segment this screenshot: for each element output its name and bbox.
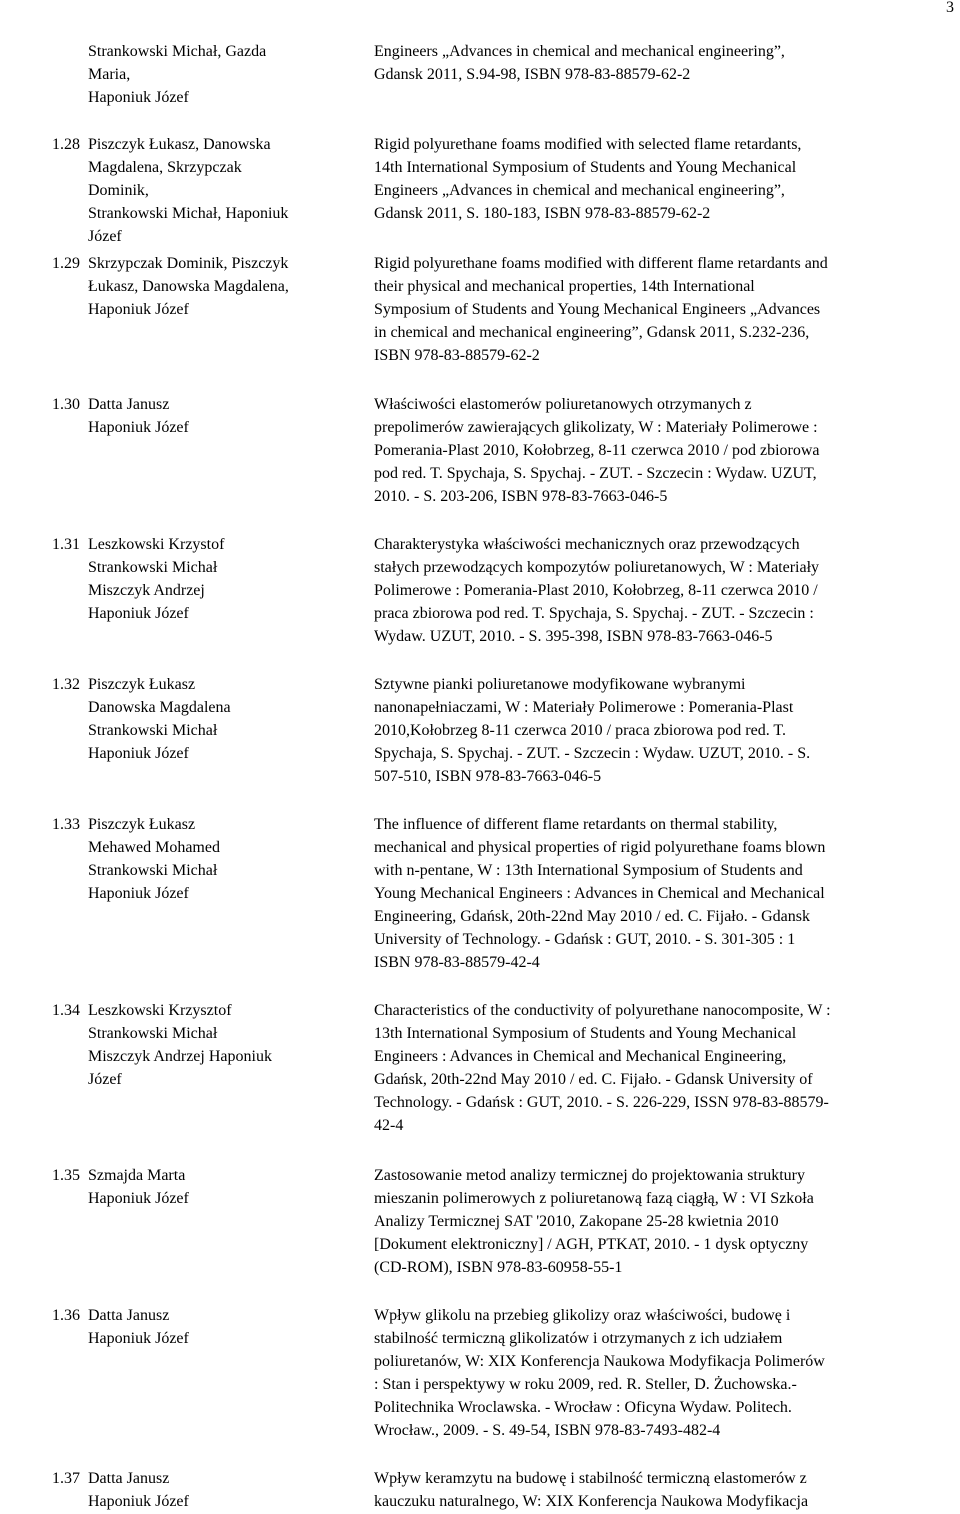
entry-authors xyxy=(88,1304,344,1350)
entry-description xyxy=(374,393,954,508)
author-line: Dominik, xyxy=(88,182,149,199)
author-line: Datta Janusz xyxy=(88,1470,170,1487)
entry-authors xyxy=(88,673,344,765)
page-number: 3 xyxy=(946,0,954,16)
author-line: Danowska Magdalena xyxy=(88,699,231,716)
entry-authors xyxy=(88,999,344,1091)
description-line: Engineers „Advances in chemical and mechanical engineering”, xyxy=(374,182,785,199)
author-line: Haponiuk Józef xyxy=(88,745,189,762)
description-line: Symposium of Students and Young Mechanical Engineers „Advances xyxy=(374,301,821,318)
description-line: Engineers „Advances in chemical and mechanical engineering”, xyxy=(374,43,785,60)
entry-number: 1.29 xyxy=(52,255,80,272)
author-line: Strankowski Michał xyxy=(88,862,218,879)
description-line: Wydaw. UZUT, 2010. - S. 395-398, ISBN 978-83-7663-046-5 xyxy=(374,628,773,645)
description-line: stabilność termiczną glikolizatów i otrzymanych z ich udziałem xyxy=(374,1330,783,1347)
author-line: Piszczyk Łukasz, Danowska xyxy=(88,136,271,153)
author-line: Strankowski Michał xyxy=(88,1025,218,1042)
description-line: Charakterystyka właściwości mechanicznych oraz przewodzących xyxy=(374,536,800,553)
description-line: 14th International Symposium of Students and Young Mechanical xyxy=(374,159,797,176)
description-line: Characteristics of the conductivity of polyurethane nanocomposite, W : xyxy=(374,1002,831,1019)
entry-description xyxy=(374,1164,954,1279)
entry-description xyxy=(374,533,954,648)
description-line: Engineers : Advances in Chemical and Mechanical Engineering, xyxy=(374,1048,787,1065)
entry-description xyxy=(374,252,954,367)
entry-description xyxy=(374,1304,954,1442)
entry-description xyxy=(374,673,954,788)
description-line: (CD-ROM), ISBN 978-83-60958-55-1 xyxy=(374,1259,623,1276)
author-line: Miszczyk Andrzej xyxy=(88,582,205,599)
author-line: Strankowski Michał, Haponiuk xyxy=(88,205,289,222)
author-line: Datta Janusz xyxy=(88,396,170,413)
author-line: Strankowski Michał, Gazda xyxy=(88,43,267,60)
author-line: Miszczyk Andrzej Haponiuk xyxy=(88,1048,272,1065)
entry-number: 1.36 xyxy=(52,1307,80,1324)
description-line: stałych przewodzących kompozytów poliuretanowych, W : Materiały xyxy=(374,559,820,576)
description-line: [Dokument elektroniczny] / AGH, PTKAT, 2010. - 1 dysk optyczny xyxy=(374,1236,809,1253)
description-line: Sztywne pianki poliuretanowe modyfikowane wybranymi xyxy=(374,676,746,693)
description-line: mieszanin polimerowych z poliuretanową fazą ciągłą, W : VI Szkoła xyxy=(374,1190,814,1207)
author-line: Haponiuk Józef xyxy=(88,89,189,106)
description-line: prepolimerów zawierających glikolizaty, W : Materiały Polimerowe : xyxy=(374,419,818,436)
description-line: ISBN 978-83-88579-62-2 xyxy=(374,347,540,364)
author-line: Leszkowski Krzysztof xyxy=(88,1002,232,1019)
author-line: Piszczyk Łukasz xyxy=(88,816,196,833)
author-line: Haponiuk Józef xyxy=(88,885,189,902)
description-line: kauczuku naturalnego, W: XIX Konferencja Naukowa Modyfikacja xyxy=(374,1493,809,1510)
description-line: in chemical and mechanical engineering”, Gdansk 2011, S.232-236, xyxy=(374,324,810,341)
description-line: Politechnika Wroclawska. - Wrocław : Oficyna Wydaw. Politech. xyxy=(374,1399,792,1416)
author-line: Haponiuk Józef xyxy=(88,605,189,622)
author-line: Piszczyk Łukasz xyxy=(88,676,196,693)
description-line: Spychaja, S. Spychaj. - ZUT. - Szczecin : Wydaw. UZUT, 2010. - S. xyxy=(374,745,811,762)
description-line: 507-510, ISBN 978-83-7663-046-5 xyxy=(374,768,602,785)
description-line: mechanical and physical properties of rigid polyurethane foams blown xyxy=(374,839,826,856)
description-line: : Stan i perspektywy w roku 2009, red. R. Steller, D. Żuchowska.- xyxy=(374,1376,797,1393)
entry-description xyxy=(374,1467,954,1513)
author-line: Haponiuk Józef xyxy=(88,1493,189,1510)
author-line: Szmajda Marta xyxy=(88,1167,186,1184)
author-line: Haponiuk Józef xyxy=(88,1190,189,1207)
description-line: nanonapełniaczami, W : Materiały Polimerowe : Pomerania-Plast xyxy=(374,699,794,716)
entry-number: 1.28 xyxy=(52,136,80,153)
description-line: Gdansk 2011, S. 180-183, ISBN 978-83-88579-62-2 xyxy=(374,205,711,222)
description-line: Gdansk 2011, S.94-98, ISBN 978-83-88579-62-2 xyxy=(374,66,691,83)
description-line: Pomerania-Plast 2010, Kołobrzeg, 8-11 czerwca 2010 / pod zbiorowa xyxy=(374,442,820,459)
author-line: Strankowski Michał xyxy=(88,722,218,739)
entry-authors xyxy=(88,393,344,439)
entry-authors xyxy=(88,813,344,905)
author-line: Łukasz, Danowska Magdalena, xyxy=(88,278,289,295)
entry-description xyxy=(374,40,954,86)
description-line: 2010. - S. 203-206, ISBN 978-83-7663-046-5 xyxy=(374,488,668,505)
entry-number: 1.35 xyxy=(52,1167,80,1184)
author-line: Skrzypczak Dominik, Piszczyk xyxy=(88,255,289,272)
description-line: poliuretanów, W: XIX Konferencja Naukowa Modyfikacja Polimerów xyxy=(374,1353,825,1370)
description-line: Gdańsk, 20th-22nd May 2010 / ed. C. Fijało. - Gdansk University of xyxy=(374,1071,813,1088)
author-line: Józef xyxy=(88,1071,122,1088)
description-line: Young Mechanical Engineers : Advances in Chemical and Mechanical xyxy=(374,885,825,902)
description-line: praca zbiorowa pod red. T. Spychaja, S. Spychaj. - ZUT. - Szczecin : xyxy=(374,605,814,622)
entry-authors xyxy=(88,1467,344,1513)
entry-number: 1.34 xyxy=(52,1002,80,1019)
description-line: Polimerowe : Pomerania-Plast 2010, Kołobrzeg, 8-11 czerwca 2010 / xyxy=(374,582,818,599)
description-line: ISBN 978-83-88579-42-4 xyxy=(374,954,540,971)
description-line: their physical and mechanical properties, 14th International xyxy=(374,278,755,295)
entry-authors xyxy=(88,40,344,109)
author-line: Strankowski Michał xyxy=(88,559,218,576)
description-line: pod red. T. Spychaja, S. Spychaj. - ZUT. - Szczecin : Wydaw. UZUT, xyxy=(374,465,817,482)
author-line: Datta Janusz xyxy=(88,1307,170,1324)
description-line: 2010,Kołobrzeg 8-11 czerwca 2010 / praca zbiorowa pod red. T. xyxy=(374,722,786,739)
author-line: Magdalena, Skrzypczak xyxy=(88,159,242,176)
entry-description xyxy=(374,813,954,974)
description-line: Wpływ glikolu na przebieg glikolizy oraz właściwości, budowę i xyxy=(374,1307,791,1324)
description-line: Technology. - Gdańsk : GUT, 2010. - S. 226-229, ISSN 978-83-88579- xyxy=(374,1094,829,1111)
author-line: Józef xyxy=(88,228,122,245)
author-line: Haponiuk Józef xyxy=(88,301,189,318)
entry-number: 1.30 xyxy=(52,396,80,413)
description-line: Rigid polyurethane foams modified with selected flame retardants, xyxy=(374,136,802,153)
author-line: Haponiuk Józef xyxy=(88,419,189,436)
entry-authors xyxy=(88,533,344,625)
description-line: University of Technology. - Gdańsk : GUT, 2010. - S. 301-305 : 1 xyxy=(374,931,796,948)
description-line: Wpływ keramzytu na budowę i stabilność termiczną elastomerów z xyxy=(374,1470,807,1487)
entry-number: 1.37 xyxy=(52,1470,80,1487)
entry-description xyxy=(374,999,954,1137)
description-line: The influence of different flame retardants on thermal stability, xyxy=(374,816,778,833)
description-line: Analizy Termicznej SAT '2010, Zakopane 25-28 kwietnia 2010 xyxy=(374,1213,779,1230)
entry-authors xyxy=(88,133,344,248)
description-line: Zastosowanie metod analizy termicznej do projektowania struktury xyxy=(374,1167,805,1184)
author-line: Maria, xyxy=(88,66,131,83)
entry-authors xyxy=(88,1164,344,1210)
description-line: Wrocław., 2009. - S. 49-54, ISBN 978-83-7493-482-4 xyxy=(374,1422,721,1439)
description-line: Rigid polyurethane foams modified with different flame retardants and xyxy=(374,255,828,272)
description-line: 13th International Symposium of Students and Young Mechanical xyxy=(374,1025,797,1042)
entry-number: 1.33 xyxy=(52,816,80,833)
description-line: Engineering, Gdańsk, 20th-22nd May 2010 / ed. C. Fijało. - Gdansk xyxy=(374,908,810,925)
entry-number: 1.31 xyxy=(52,536,80,553)
author-line: Leszkowski Krzystof xyxy=(88,536,225,553)
author-line: Mehawed Mohamed xyxy=(88,839,220,856)
entry-authors xyxy=(88,252,344,321)
description-line: with n-pentane, W : 13th International Symposium of Students and xyxy=(374,862,803,879)
description-line: 42-4 xyxy=(374,1117,404,1134)
description-line: Właściwości elastomerów poliuretanowych otrzymanych z xyxy=(374,396,752,413)
entry-number: 1.32 xyxy=(52,676,80,693)
entry-description xyxy=(374,133,954,225)
author-line: Haponiuk Józef xyxy=(88,1330,189,1347)
